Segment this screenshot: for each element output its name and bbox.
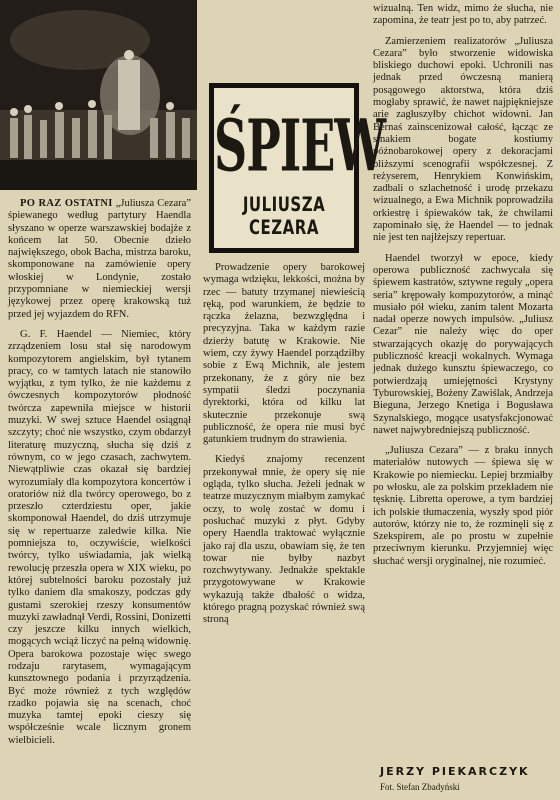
paragraph-7: Haendel tworzył w epoce, kiedy operowa publiczność zachwycała się śpiewem kastratów, sztywne reguły „opera seria” krępowały kompozytorów, a minąć musiało pół wieku, zanim talent Mozarta nadał operze nowych impulsów. „Juliusz Cezar” nie należy więc do oper stwarzających okazję do porywających publiczność kreacji wokalnych. Wymaga jednak dużego kunsztu śpiewaczego, co potwierdzają umiejętności Krystyny Tyburowskiej, Bożeny Zawiślak, Andrzeja Bieguna, Jerzego Knetiga i Bogusława Szynalskiego, mogące usatysfakcjonować nawet najwybredniejszą publiczność.: [373, 252, 553, 436]
text-column-1: [8, 198, 191, 747]
paragraph-3: Prowadzenie opery barokowej wymaga wdzięku, lekkości, można by rzec — batuty trzymanej niewieścią ręką, pod warunkiem, że będzie to rączka żelazna, bezwzględna i precyzyjna. Taka w każdym razie dzierży batutę w Krakowie. Nie wiem, czy żywy Haendel porządziłby sobie z Ewą Michnik, ale jestem przekonany, że z góry nie bez sympatii śledzi poczynania dyrektorki, która od kilku lat skutecznie przekonuje swą publiczność, że opera nie musi być gatunkiem trudnym do strawienia.: [203, 262, 365, 446]
stage-photo: [0, 0, 197, 190]
text-column-3: [373, 3, 553, 568]
paragraph-2: G. F. Haendel — Niemiec, który zrządzeniem losu stał się narodowym kompozytorem angielskim, był tytanem pracy, co w tamtych latach nie stanowiło wyjątku, z tym tylko, że nie każdemu z ówczesnych kompozytorów płodność twórcza zapewniła miejsce w historii muzyki. W swej sztuce Haendel osiągnął szczyty; choć nie wszystko, czym obdarzył literaturę muzyczną, słucha się dziś z równym, co w jego czasach, zachwytem. Niewątpliwie czas okazał się bardziej wyrozumiały dla kompozytora koncertów i oratoriów niż dla twórcy operowego, bo z przeszło czterdziestu oper, jakie skomponował Haendel, do dziś utrzymuje się w repertuarze zaledwie kilka. Nie pomniejsza to, oczywiście, wielkości twórcy, tylko uświadamia, jak wielką rewolucję przeszła opera w XIX wieku, po której subtelności baroku pozostały już tylko daniem dla smakoszy, podczas gdy gustami szerokiej rzeszy konsumentów muzyki zawładnął Verdi, Rossini, Donizetti czy jeszcze kilku innych wielkich, mogących wciąż liczyć na pełną widownię. Opera barokowa pozostaje więc swego rodzaju rarytasem, wymagającym kunsztownego podania i przyrządzenia. Być może również z tych względów rzadko pojawia się na scenach, choć muzyka tamtej epoki cieszy się współcześnie wcale licznym gronem wielbicieli.: [8, 328, 191, 746]
paragraph-4: Kiedyś znajomy recenzent przekonywał mnie, że opery się nie ogląda, tylko słucha. Jeżeli jednak w teatrze muzycznym miałbym zamykać oczy, to wolę zostać w domu i posłuchać muzyki z płyt. Gdyby opery Haendla traktować wyłącznie jako raj dla uszu, obawiam się, że ten towar nie byłby nazbyt rozchwytywany. Jednakże spektakle przygotowywane w Krakowie wykazują także dbałość o widza, którego pragną pozyskać również swą stroną: [203, 454, 365, 626]
paragraph-5: wizualną. Ten widz, mimo że słucha, nie zapomina, że teatr jest po to, aby patrzeć.: [373, 3, 553, 27]
lead-in: PO RAZ OSTATNI: [20, 198, 113, 209]
author-byline: JERZY PIEKARCZYK: [380, 765, 530, 778]
paragraph-8: „Juliusza Cezara” — z braku innych materiałów nutowych — śpiewa się w Krakowie po niemiecku. Lepiej brzmiałby po włosku, ale za polskim przekładem nie tęsknię. Libretta operowe, a tym bardziej ich polskie tłumaczenia, wyszły spod piór autorów, którzy nie to, że rozminęli się z Szekspirem, ale po prostu w zupełnie przeciwnym kierunku. Przyjemniej więc słuchać wersji oryginalnej, nie rozumieć.: [373, 445, 553, 567]
article-subtitle: JULIUSZA CEZARA: [242, 192, 326, 240]
paragraph-1-text: „Juliusza Cezara” śpiewanego według partytury Haendla słyszano w operze warszawskiej bodajże z końcem lat 50. Obecnie dzieło największego, obok Bacha, mistrza baroku, skomponowane na zamówienie opery włoskiej w Londynie, zostało przypomniane w niemieckiej wersji językowej przez operę krakowską tuż przed jej wyjazdem do RFN.: [8, 198, 191, 320]
paragraph-1: [8, 198, 191, 321]
photo-credit: Fot. Stefan Zbadyński: [380, 782, 460, 792]
article-title: ŚPIEW: [214, 103, 386, 188]
paragraph-6: Zamierzeniem realizatorów „Juliusza Cezara” było stworzenie widowiska bliskiego duchowi epoki. Uchronili nas jednak przed ówczesną manierą posągowego aktorstwa, która dziś mogłaby sprawić, że nawet najpiękniejsze arie zagłuszyłby chichot widowni. Jan Bernaś zainscenizował całość, łącząc ze smakiem bogate kostiumy późnobarokowej opery z dekoracjami bliższymi scenografii współczesnej. Z reżyserem, Henrykiem Konwińskim, zadbali o szlachetność i urodę przekazu wizualnego, a Ewa Michnik poprowadziła orkiestrę i śpiewaków tak, że chwilami zapominało się, że Haendel — to jednak nie jest ten najłżejszy repertuar.: [373, 35, 553, 244]
article-title-box: [209, 83, 386, 253]
opera-stage-image: [0, 0, 197, 190]
text-column-2: [203, 262, 365, 627]
